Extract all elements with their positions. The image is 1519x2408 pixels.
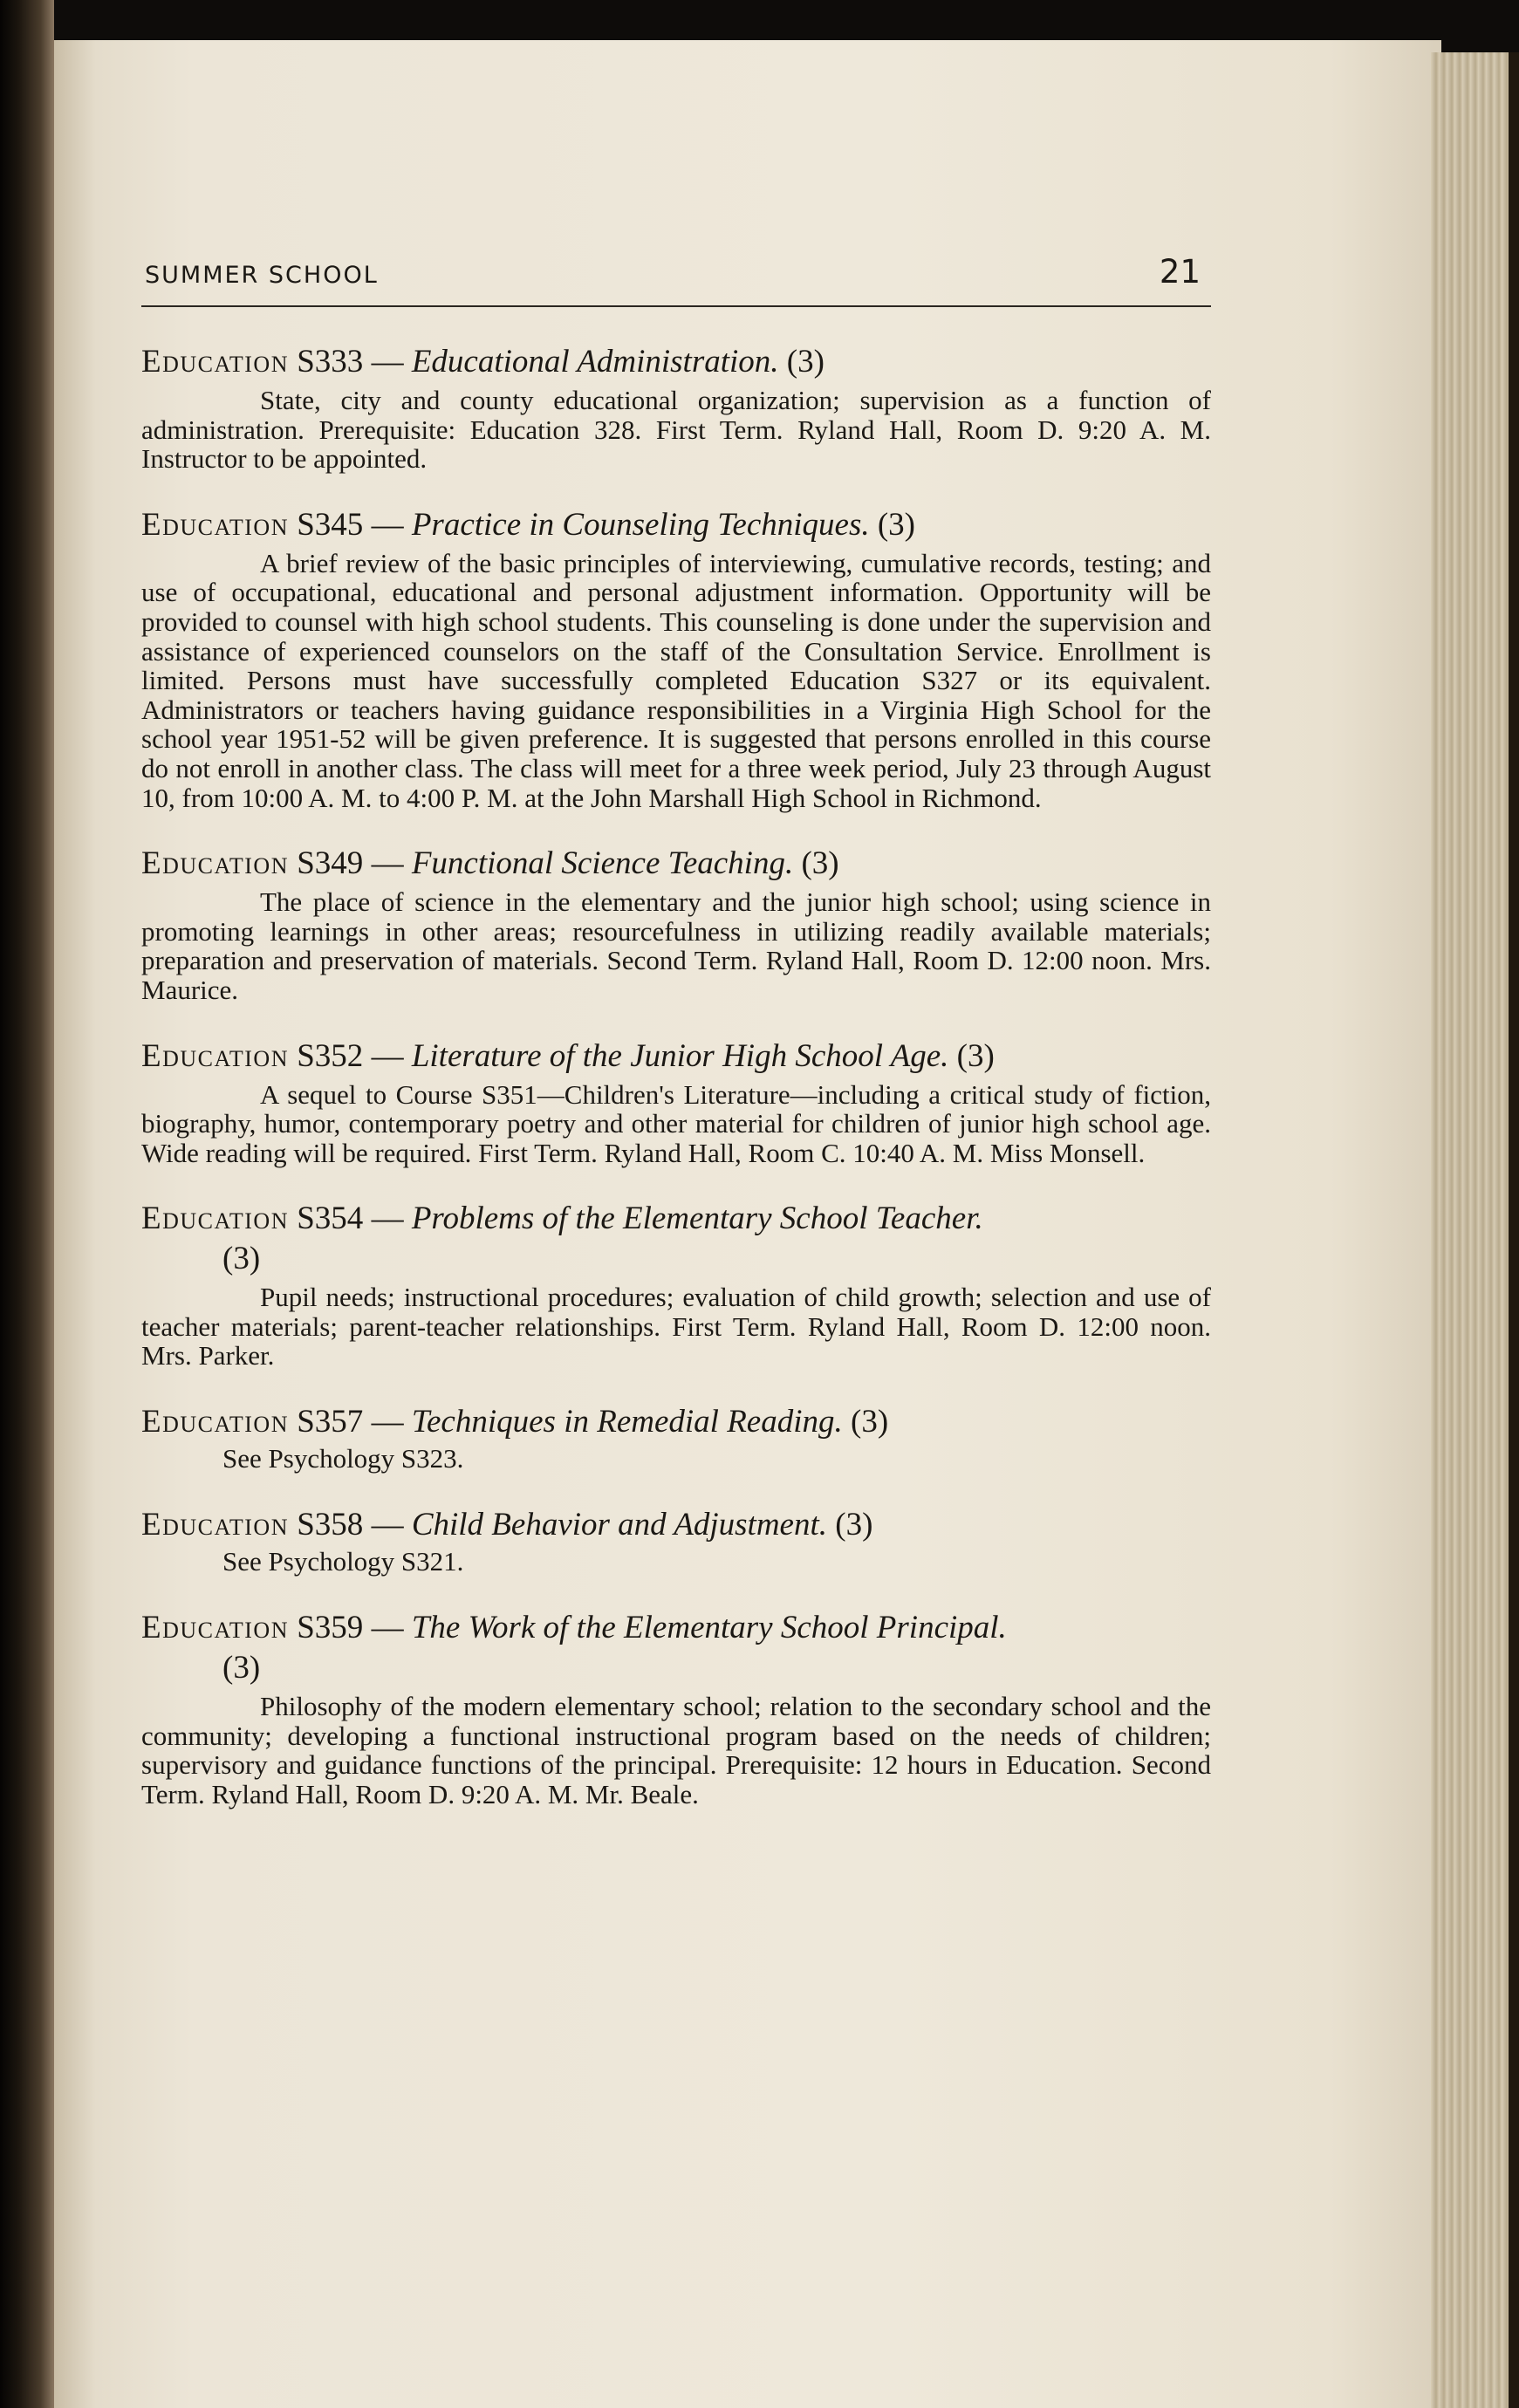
course-description: The place of science in the elementary and the junior high school; using science in promoting learnings in other areas; resourcefulness in utilizing readily available materials; preparation and preservation of materials. Second Term. Ryland Hall, Room D. 12:00 noon. Mrs. Maurice.	[141, 886, 1211, 1005]
course-title: Functional Science Teaching.	[411, 845, 794, 882]
course-description: State, city and county educational organization; supervision as a function of administration. Prerequisite: Education 328. First Term. Ryland Hall, Room D. 9:20 A. M. Instructor to be appointed.	[141, 385, 1211, 475]
course-entry	[141, 342, 1211, 474]
course-cross-reference: See Psychology S321.	[222, 1546, 464, 1577]
page-edges-right	[1431, 52, 1519, 2408]
course-heading	[141, 1505, 1211, 1545]
course-dept: Education	[141, 845, 289, 882]
course-entry	[141, 1505, 1211, 1577]
course-dash: —	[363, 1201, 412, 1237]
course-dash: —	[363, 344, 412, 380]
course-description: Pupil needs; instructional procedures; evaluation of child growth; selection and use of teacher materials; parent-teacher relationships. First Term. Ryland Hall, Room D. 12:00 noon. Mrs. Parker.	[141, 1282, 1211, 1372]
course-number: S349	[297, 845, 364, 882]
book-binding-left	[0, 0, 54, 2408]
course-dash: —	[363, 1037, 412, 1074]
course-title: The Work of the Elementary School Principal.	[411, 1610, 1007, 1646]
course-entry	[141, 1608, 1211, 1809]
course-dash: —	[363, 506, 412, 543]
course-entry	[141, 1036, 1211, 1168]
course-dept: Education	[141, 1507, 289, 1543]
course-credits: (3)	[222, 1241, 261, 1277]
course-credits-line	[141, 1648, 1211, 1688]
course-number: S333	[297, 344, 364, 380]
course-dept: Education	[141, 1037, 289, 1074]
course-dept: Education	[141, 1610, 289, 1646]
page-content	[141, 253, 1211, 1809]
course-credits: (3)	[956, 1037, 995, 1074]
course-dash: —	[363, 1404, 412, 1440]
course-credits: (3)	[835, 1507, 873, 1543]
course-heading	[141, 1608, 1211, 1648]
page-number: 21	[1159, 253, 1201, 291]
course-dept: Education	[141, 506, 289, 543]
course-entry	[141, 1402, 1211, 1474]
course-credits: (3)	[786, 344, 825, 380]
course-dept: Education	[141, 344, 289, 380]
course-credits: (3)	[851, 1404, 889, 1440]
course-credits: (3)	[877, 506, 916, 543]
course-number: S352	[297, 1037, 364, 1074]
course-title: Literature of the Junior High School Age.	[411, 1037, 949, 1074]
running-title: SUMMER SCHOOL	[145, 262, 379, 289]
course-description: A brief review of the basic principles of interviewing, cumulative records, testing; and use of occupational, educational and personal adjustment information. Opportunity will be provided to counsel with high school students. This counseling is done under the supervision and assistance of experienced counselors on the staff of the Consultation Service. Enrollment is limited. Persons must have successfully completed Education S327 or its equivalent. Administrators or teachers having guidance responsibilities in a Virginia High School for the school year 1951-52 will be given preference. It is suggested that persons enrolled in this course do not enroll in another class. The class will meet for a three week period, July 23 through August 10, from 10:00 A. M. to 4:00 P. M. at the John Marshall High School in Richmond.	[141, 547, 1211, 813]
course-credits: (3)	[222, 1650, 261, 1686]
course-heading	[141, 342, 1211, 382]
running-head	[141, 253, 1211, 297]
course-entry	[141, 505, 1211, 812]
course-entry	[141, 1199, 1211, 1371]
course-heading	[141, 1199, 1211, 1239]
course-number: S345	[297, 506, 364, 543]
course-entry	[141, 844, 1211, 1004]
course-description: A sequel to Course S351—Children's Literature—including a critical study of fiction, biography, humor, contemporary poetry and other material for children of junior high school age. Wide reading will be required. First Term. Ryland Hall, Room C. 10:40 A. M. Miss Monsell.	[141, 1078, 1211, 1168]
course-heading	[141, 1036, 1211, 1077]
course-title: Techniques in Remedial Reading.	[411, 1404, 843, 1440]
course-credits-line	[141, 1239, 1211, 1279]
course-title: Child Behavior and Adjustment.	[411, 1507, 827, 1543]
course-number: S358	[297, 1507, 364, 1543]
header-rule	[141, 305, 1211, 307]
course-heading	[141, 505, 1211, 545]
course-heading	[141, 1402, 1211, 1442]
course-number: S357	[297, 1404, 364, 1440]
course-dash: —	[363, 1610, 412, 1646]
course-title: Practice in Counseling Techniques.	[411, 506, 870, 543]
course-number: S354	[297, 1201, 364, 1237]
course-heading	[141, 844, 1211, 884]
course-dept: Education	[141, 1404, 289, 1440]
course-cross-reference: See Psychology S323.	[222, 1443, 464, 1474]
course-title: Problems of the Elementary School Teacher.	[411, 1201, 983, 1237]
course-dept: Education	[141, 1201, 289, 1237]
course-credits: (3)	[801, 845, 839, 882]
course-title: Educational Administration.	[411, 344, 779, 380]
course-dash: —	[363, 1507, 412, 1543]
course-dash: —	[363, 845, 412, 882]
course-number: S359	[297, 1610, 364, 1646]
course-description: Philosophy of the modern elementary school; relation to the secondary school and the community; developing a functional instructional program based on the needs of children; supervisory and guidance functions of the principal. Prerequisite: 12 hours in Education. Second Term. Ryland Hall, Room D. 9:20 A. M. Mr. Beale.	[141, 1691, 1211, 1809]
